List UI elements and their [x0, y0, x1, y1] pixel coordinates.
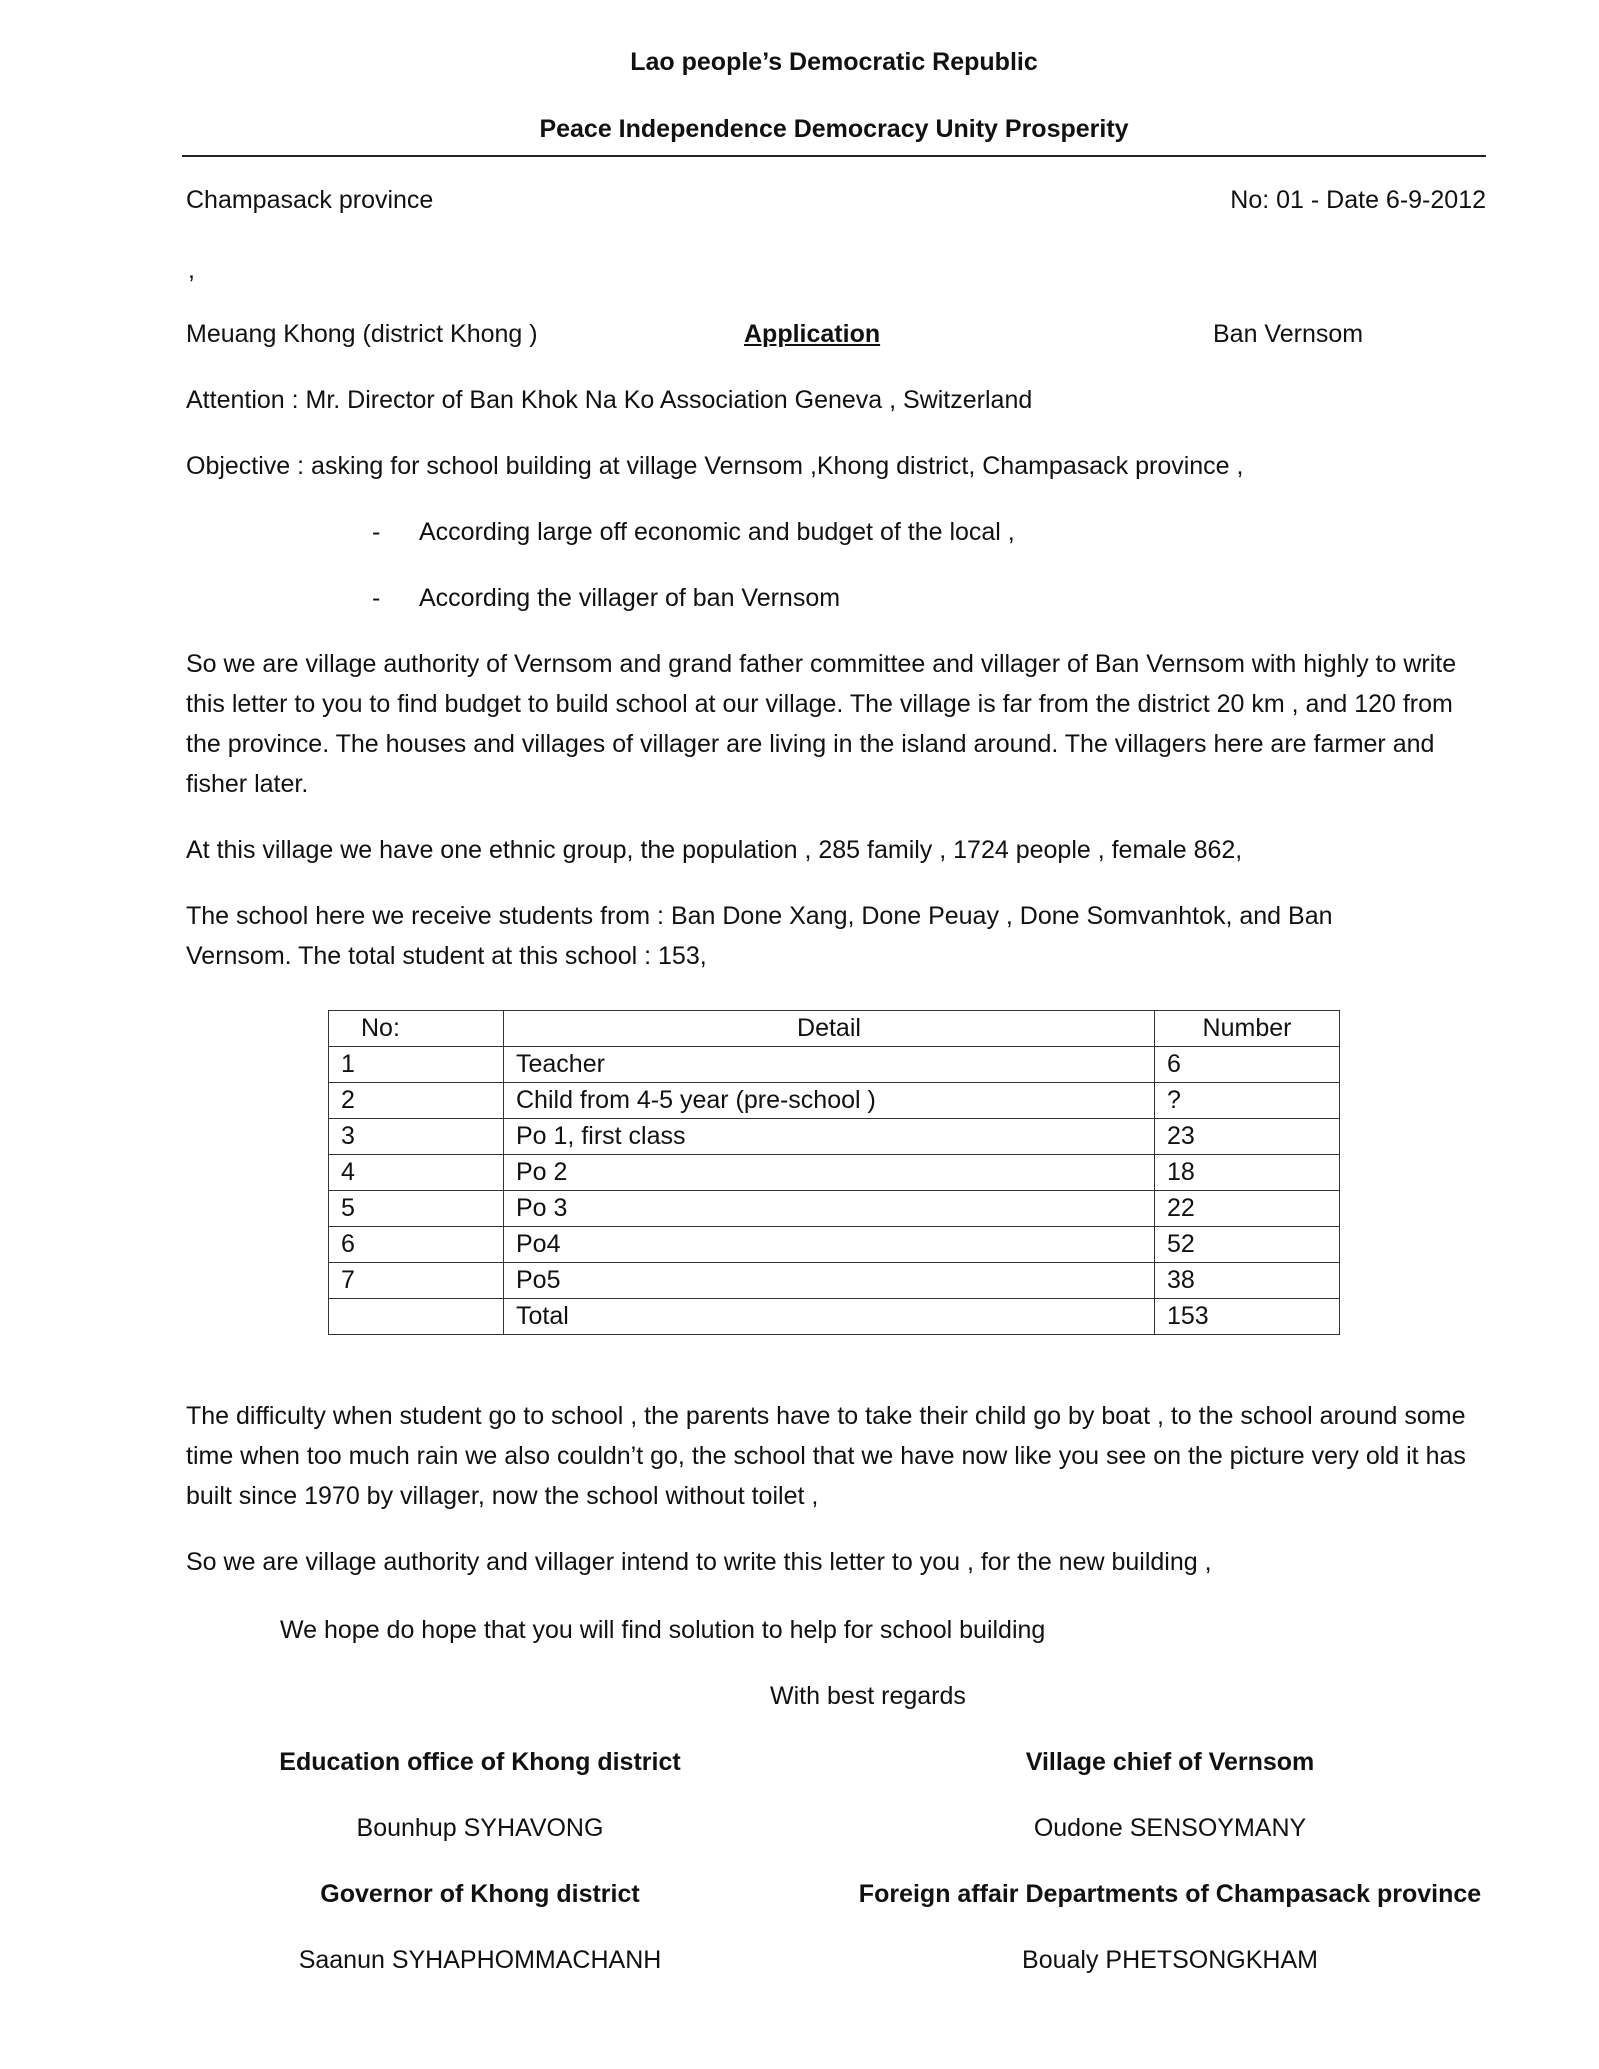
signatory-name-foreign-affairs: Boualy PHETSONGKHAM	[1022, 1946, 1318, 1974]
signatory-title-village-chief: Village chief of Vernsom	[1025, 1748, 1315, 1776]
header-no: No:	[329, 1011, 504, 1047]
cell-detail: Po 1, first class	[504, 1119, 1155, 1155]
cell-detail: Po4	[504, 1227, 1155, 1263]
objective-line: Objective : asking for school building at village Vernsom ,Khong district, Champasack province ,	[186, 452, 1244, 480]
table-row	[329, 1227, 1340, 1263]
bullet-item: According the villager of ban Vernsom	[419, 584, 841, 612]
cell-detail: Total	[504, 1299, 1155, 1335]
country-heading: Lao people’s Democratic Republic	[630, 48, 1038, 76]
document-type-title: Application	[744, 320, 881, 348]
cell-number: ?	[1155, 1083, 1340, 1119]
cell-number: 6	[1155, 1047, 1340, 1083]
signatory-title-education-office: Education office of Khong district	[279, 1748, 681, 1776]
cell-detail: Child from 4-5 year (pre-school )	[504, 1083, 1155, 1119]
paragraph-difficulty: The difficulty when student go to school , the parents have to take their child go by boat , to the school around some time when too much rain we also couldn’t go, the school that we have now like you see on the picture very old it has built since 1970 by villager, now the school without toilet ,	[186, 1402, 1466, 1510]
cell-no	[329, 1299, 504, 1335]
table-row	[329, 1119, 1340, 1155]
cell-number: 52	[1155, 1227, 1340, 1263]
cell-no: 5	[329, 1191, 504, 1227]
cell-number: 23	[1155, 1119, 1340, 1155]
cell-no: 2	[329, 1083, 504, 1119]
paragraph-intent: So we are village authority and villager intend to write this letter to you , for the new building ,	[186, 1548, 1212, 1576]
table-header-row	[329, 1011, 1340, 1047]
paragraph-population: At this village we have one ethnic group, the population , 285 family , 1724 people , female 862,	[186, 836, 1243, 864]
table-total-row	[329, 1299, 1340, 1335]
signatory-title-governor: Governor of Khong district	[320, 1880, 640, 1908]
students-table	[328, 1010, 1340, 1335]
header-number: Number	[1155, 1011, 1340, 1047]
village-label: Ban Vernsom	[1213, 320, 1364, 348]
cell-no: 3	[329, 1119, 504, 1155]
header-detail: Detail	[504, 1011, 1155, 1047]
motto-heading: Peace Independence Democracy Unity Prosperity	[539, 115, 1129, 143]
table-row	[329, 1083, 1340, 1119]
table-row	[329, 1191, 1340, 1227]
table-row	[329, 1263, 1340, 1299]
cell-number: 18	[1155, 1155, 1340, 1191]
signatory-title-foreign-affairs: Foreign affair Departments of Champasack province	[858, 1880, 1482, 1908]
signatory-name-education-office: Bounhup SYHAVONG	[356, 1814, 604, 1842]
bullet-marker: -	[372, 518, 381, 546]
signatory-name-governor: Saanun SYHAPHOMMACHANH	[298, 1946, 662, 1974]
stray-comma: ,	[188, 256, 195, 284]
table-row	[329, 1155, 1340, 1191]
paragraph-students: The school here we receive students from : Ban Done Xang, Done Peuay , Done Somvanhtok, and Ban Vernsom. The total student at this school : 153,	[186, 902, 1333, 970]
closing-regards: With best regards	[770, 1682, 966, 1710]
district-label: Meuang Khong (district Khong )	[186, 320, 538, 348]
cell-detail: Po 2	[504, 1155, 1155, 1191]
cell-no: 7	[329, 1263, 504, 1299]
bullet-item: According large off economic and budget of the local ,	[419, 518, 1015, 546]
cell-no: 4	[329, 1155, 504, 1191]
province-label: Champasack province	[186, 186, 434, 214]
cell-detail: Po 3	[504, 1191, 1155, 1227]
header-divider	[182, 155, 1486, 157]
cell-number: 22	[1155, 1191, 1340, 1227]
signatory-name-village-chief: Oudone SENSOYMANY	[1033, 1814, 1307, 1842]
cell-number: 153	[1155, 1299, 1340, 1335]
cell-detail: Teacher	[504, 1047, 1155, 1083]
paragraph-hope: We hope do hope that you will find solution to help for school building	[280, 1616, 1046, 1644]
table-row	[329, 1047, 1340, 1083]
cell-no: 1	[329, 1047, 504, 1083]
number-date: No: 01 - Date 6-9-2012	[1230, 186, 1486, 214]
bullet-marker: -	[372, 584, 381, 612]
cell-detail: Po5	[504, 1263, 1155, 1299]
paragraph-request: So we are village authority of Vernsom and grand father committee and villager of Ban Vernsom with highly to write this letter to you to find budget to build school at our village. The village is far from the district 20 km , and 120 from the province. The houses and villages of villager are living in the island around. The villagers here are farmer and fisher later.	[186, 650, 1457, 798]
cell-number: 38	[1155, 1263, 1340, 1299]
attention-line: Attention : Mr. Director of Ban Khok Na Ko Association Geneva , Switzerland	[186, 386, 1033, 414]
cell-no: 6	[329, 1227, 504, 1263]
